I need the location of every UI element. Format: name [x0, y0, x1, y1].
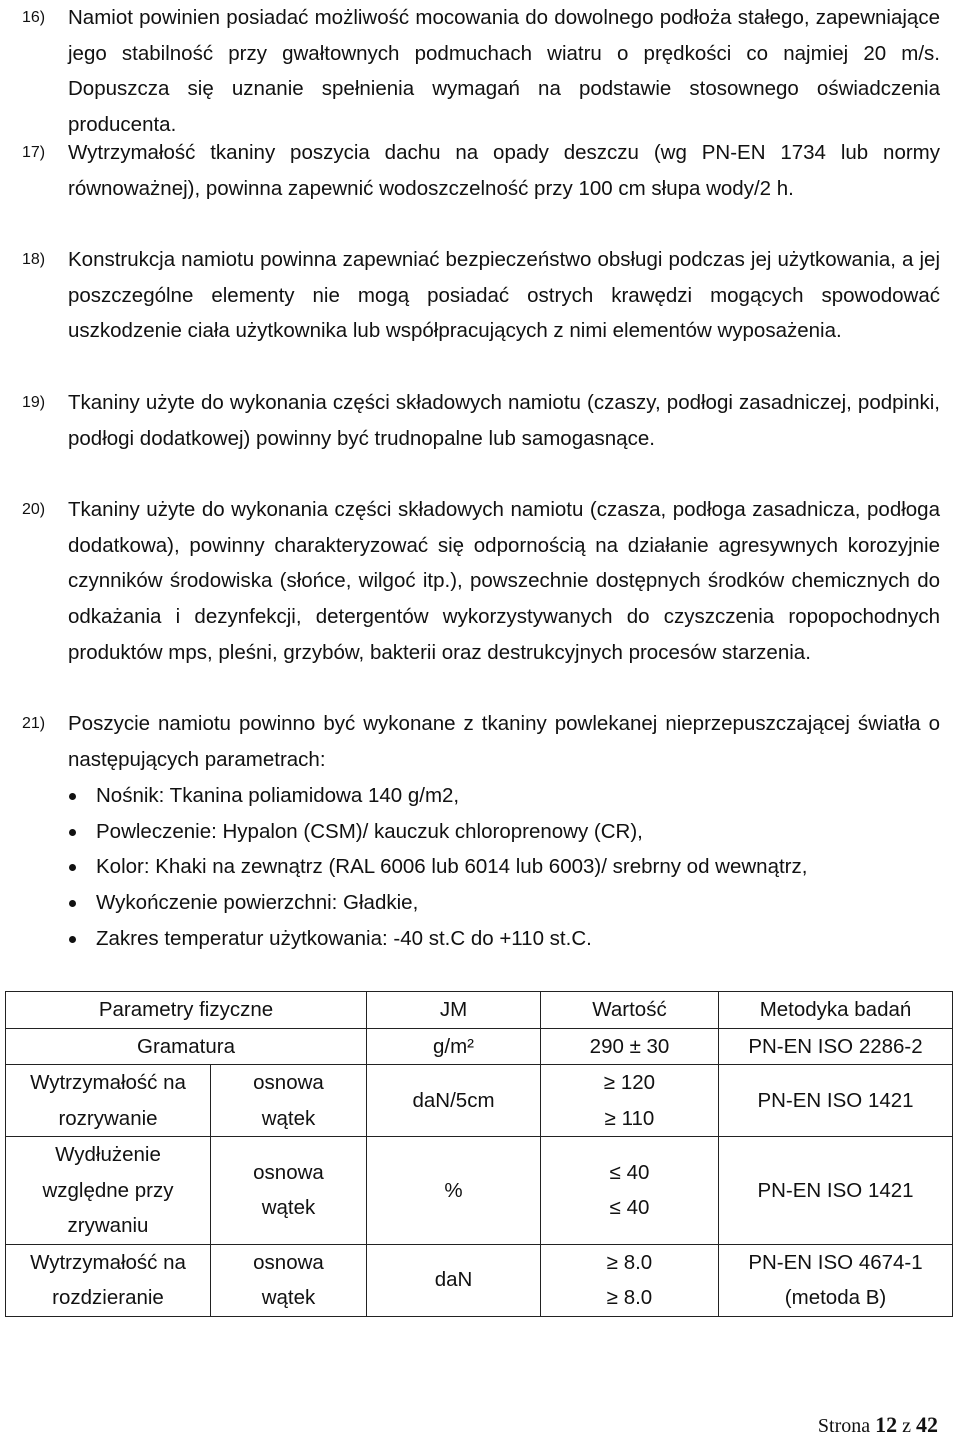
page-footer [818, 1412, 938, 1438]
cell-param: Wytrzymałość na rozdzieranie [6, 1244, 211, 1316]
cell-unit: % [367, 1137, 541, 1245]
table-row [6, 1065, 953, 1137]
item-text: Konstrukcja namiotu powinna zapewniać bezpieczeństwo obsługi podczas jej użytkowania, a jej poszczególne elementy nie mogą posiadać ostrych krawędzi mogących spowodować uszkodzenie ciała użytkownika lub współpracujących z nimi elementów wyposażenia. [68, 248, 940, 343]
bullet-item: Nośnik: Tkanina poliamidowa 140 g/m2, [68, 778, 948, 814]
cell-param: Wytrzymałość na rozrywanie [6, 1065, 211, 1137]
cell-param: Wydłużenie względne przy zrywaniu [6, 1137, 211, 1245]
header-value: Wartość [541, 992, 719, 1029]
cell-method: PN-EN ISO 1421 [719, 1137, 953, 1245]
item-number: 18) [22, 251, 46, 268]
cell-value: ≤ 40 ≤ 40 [541, 1137, 719, 1245]
footer-label: Strona [817, 1415, 871, 1437]
table-row [6, 1028, 953, 1065]
list-item-16 [22, 0, 940, 143]
cell-param: Gramatura [6, 1028, 367, 1065]
bullet-item: Zakres temperatur użytkowania: -40 st.C do +110 st.C. [68, 921, 948, 957]
item-number: 19) [22, 394, 46, 411]
parameter-bullet-list [68, 778, 948, 957]
cell-subparam: osnowa wątek [211, 1244, 367, 1316]
item-text: Tkaniny użyte do wykonania części składowych namiotu (czaszy, podłogi zasadniczej, podpinki, podłogi dodatkowej) powinny być trudnopalne lub samogasnące. [68, 391, 940, 450]
cell-unit: daN [367, 1244, 541, 1316]
bullet-item: Kolor: Khaki na zewnątrz (RAL 6006 lub 6014 lub 6003)/ srebrny od wewnątrz, [68, 849, 948, 885]
item-number: 17) [22, 144, 46, 161]
bullet-dot-icon [69, 900, 76, 907]
cell-unit: g/m² [367, 1028, 541, 1065]
bullet-dot-icon [69, 936, 76, 943]
footer-total-pages: 42 [916, 1412, 938, 1437]
table-header-row [6, 992, 953, 1029]
bullet-dot-icon [69, 829, 76, 836]
item-number: 16) [22, 9, 46, 26]
header-param: Parametry fizyczne [6, 992, 367, 1029]
bullet-dot-icon [69, 793, 76, 800]
list-item-17 [22, 135, 940, 206]
cell-value: 290 ± 30 [541, 1028, 719, 1065]
item-number: 20) [22, 501, 46, 518]
footer-page-number: 12 [875, 1412, 898, 1437]
bullet-item: Powleczenie: Hypalon (CSM)/ kauczuk chloroprenowy (CR), [68, 814, 948, 850]
item-number: 21) [22, 715, 46, 732]
cell-value: ≥ 8.0 ≥ 8.0 [541, 1244, 719, 1316]
cell-method: PN-EN ISO 1421 [719, 1065, 953, 1137]
list-item-20 [22, 492, 940, 671]
cell-subparam: osnowa wątek [211, 1137, 367, 1245]
item-text: Tkaniny użyte do wykonania części składowych namiotu (czasza, podłoga zasadnicza, podłoga dodatkowa), powinny charakteryzować się odpornością na działanie agresywnych korozyjnie czynników środowiska (słońce, wilgoć itp.), powszechnie dostępnych środków chemicznych do odkażania i dezynfekcji, detergentów wykorzystywanych do czyszczenia ropopochodnych produktów mps, pleśni, grzybów, bakterii oraz destrukcyjnych procesów starzenia. [68, 498, 940, 664]
physical-parameters-table [5, 991, 953, 1317]
header-unit: JM [367, 992, 541, 1029]
bullet-dot-icon [69, 864, 76, 871]
footer-separator: z [902, 1415, 911, 1437]
list-item-19 [22, 385, 940, 456]
header-method: Metodyka badań [719, 992, 953, 1029]
item-text: Wytrzymałość tkaniny poszycia dachu na opady deszczu (wg PN-EN 1734 lub normy równoważnej), powinna zapewnić wodoszczelność przy 100 cm słupa wody/2 h. [68, 141, 940, 200]
list-item-21 [22, 706, 940, 777]
table-row [6, 1137, 953, 1245]
cell-subparam: osnowa wątek [211, 1065, 367, 1137]
item-text: Namiot powinien posiadać możliwość mocowania do dowolnego podłoża stałego, zapewniające jego stabilność przy gwałtownych podmuchach wiatru o prędkości co najmiej 20 m/s. Dopuszcza się uznanie spełnienia wymagań na podstawie stosownego oświadczenia producenta. [68, 6, 940, 137]
cell-method: PN-EN ISO 2286-2 [719, 1028, 953, 1065]
cell-unit: daN/5cm [367, 1065, 541, 1137]
bullet-item: Wykończenie powierzchni: Gładkie, [68, 885, 948, 921]
list-item-18 [22, 242, 940, 349]
table-row [6, 1244, 953, 1316]
cell-value: ≥ 120 ≥ 110 [541, 1065, 719, 1137]
cell-method: PN-EN ISO 4674-1 (metoda B) [719, 1244, 953, 1316]
item-text: Poszycie namiotu powinno być wykonane z tkaniny powlekanej nieprzepuszczającej światła o następujących parametrach: [68, 712, 940, 771]
